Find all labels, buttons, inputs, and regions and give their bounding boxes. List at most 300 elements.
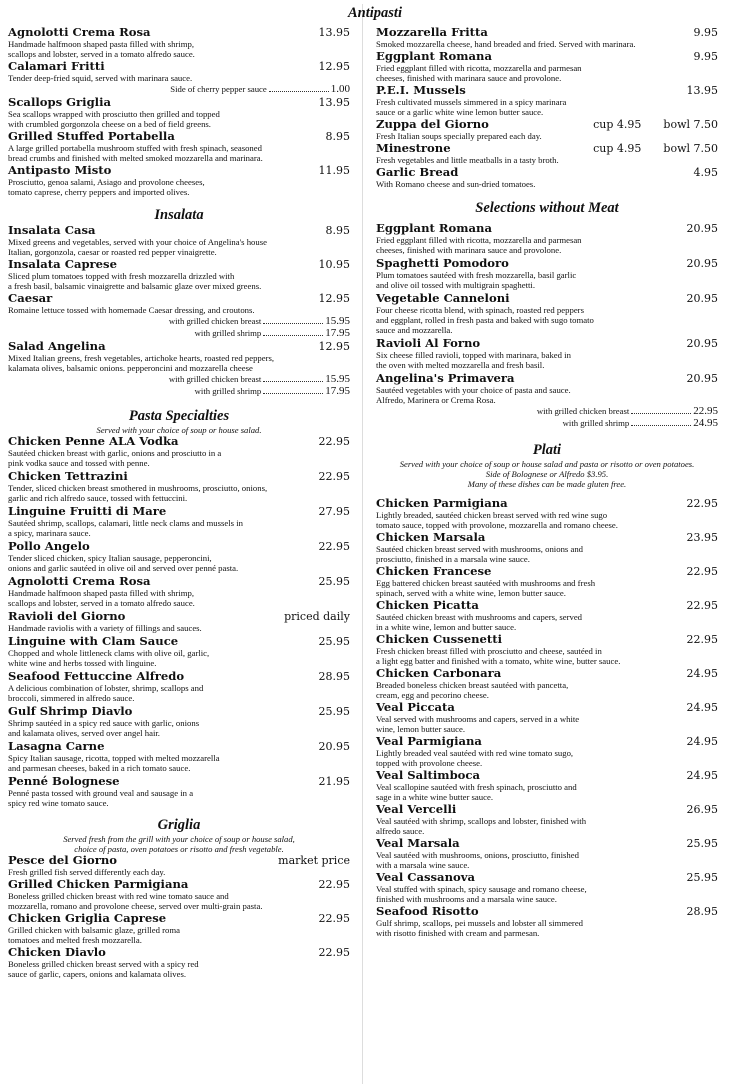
- griglia-list: [8, 854, 350, 979]
- item-description: Tender sliced chicken, spicy Italian sausage, pepperoncini,: [8, 553, 212, 563]
- menu-item: [8, 505, 350, 538]
- menu-item: [376, 50, 718, 83]
- item-description: a light egg batter and finished with a tomato, white wine, butter sauce.: [376, 656, 621, 666]
- item-header: [376, 118, 718, 131]
- item-description: scallops and lobster, served in a tomato alfredo sauce.: [8, 49, 195, 59]
- item-description: broccoli, simmered in alfredo sauce.: [8, 693, 135, 703]
- item-price: 13.95: [318, 96, 350, 109]
- item-name: P.E.I. Mussels: [376, 83, 466, 97]
- menu-item: [376, 667, 718, 700]
- addon-row: [8, 327, 350, 339]
- item-price: 24.95: [686, 769, 718, 782]
- item-name: Chicken Marsala: [376, 530, 486, 544]
- item-price: 13.95: [686, 84, 718, 97]
- item-price: 20.95: [686, 257, 718, 270]
- item-header: [8, 854, 350, 867]
- menu-item: [376, 837, 718, 870]
- item-price: 22.95: [686, 497, 718, 510]
- item-name: Linguine with Clam Sauce: [8, 634, 179, 648]
- section-title-antipasti: Antipasti: [348, 5, 402, 21]
- section-note-line: choice of pasta, oven potatoes or risotto and fresh vegetable.: [74, 844, 284, 854]
- item-header: [8, 670, 350, 683]
- bowl-price: bowl 7.50: [663, 142, 718, 155]
- item-price: 10.95: [318, 258, 350, 271]
- menu-item: [376, 84, 718, 117]
- item-description: Gulf shrimp, scallops, pei mussels and lobster all simmered: [376, 918, 584, 928]
- item-description: spinach, served with a white wine, lemon butter sauce.: [376, 588, 566, 598]
- item-description: Veal sautéed with shrimp, scallops and lobster, finished with: [376, 816, 587, 826]
- item-header: [376, 905, 718, 918]
- item-header: [376, 735, 718, 748]
- menu-item: [376, 633, 718, 666]
- item-price: 25.95: [686, 837, 718, 850]
- item-header: [8, 26, 350, 39]
- item-price: 8.95: [325, 130, 350, 143]
- item-price: 12.95: [318, 60, 350, 73]
- menu-item: [8, 540, 350, 573]
- addon-label: with grilled shrimp: [194, 386, 262, 396]
- item-description: wine, lemon butter sauce.: [376, 724, 466, 734]
- griglia-note: [8, 834, 350, 854]
- addon-row: [8, 315, 350, 327]
- item-name: Zuppa del Giorno: [376, 117, 489, 131]
- menu-item: [376, 871, 718, 904]
- item-header: [376, 142, 718, 155]
- item-price: 24.95: [686, 667, 718, 680]
- item-description: Handmade halfmoon shaped pasta filled with shrimp,: [8, 39, 195, 49]
- menu-item: [8, 258, 350, 291]
- item-header: [376, 565, 718, 578]
- addon-price: 17.95: [325, 385, 350, 397]
- item-price: 4.95: [693, 166, 718, 179]
- item-description: Mixed Italian greens, fresh vegetables, artichoke hearts, roasted red peppers,: [8, 353, 275, 363]
- addon-price: 22.95: [693, 405, 718, 417]
- item-description: finished with mushrooms and a marsala wine sauce.: [376, 894, 557, 904]
- menu-item: [8, 670, 350, 703]
- item-price: 9.95: [693, 26, 718, 39]
- menu-item: [8, 946, 350, 979]
- item-name: Veal Vercelli: [376, 802, 457, 816]
- item-price: 25.95: [318, 575, 350, 588]
- item-description: Grilled chicken with balsamic glaze, grilled roma: [8, 925, 180, 935]
- item-name: Ravioli del Giorno: [8, 609, 126, 623]
- section-title-plati: Plati: [532, 442, 562, 458]
- item-header: [8, 878, 350, 891]
- menu-item: [376, 531, 718, 564]
- item-header: [376, 871, 718, 884]
- item-description: A delicious combination of lobster, shrimp, scallops and: [8, 683, 204, 693]
- menu-item: [8, 635, 350, 668]
- item-header: [376, 769, 718, 782]
- menu-item: [376, 701, 718, 734]
- item-name: Spaghetti Pomodoro: [376, 256, 509, 270]
- item-price: 12.95: [318, 340, 350, 353]
- addon-row: [8, 83, 350, 95]
- item-description: Italian, gorgonzola, caesar or roasted red pepper vinaigrette.: [8, 247, 217, 257]
- item-price: 25.95: [686, 871, 718, 884]
- item-name: Veal Saltimboca: [376, 768, 480, 782]
- item-name: Gulf Shrimp Diavlo: [8, 704, 133, 718]
- item-description: Handmade halfmoon shaped pasta filled with shrimp,: [8, 588, 195, 598]
- item-description: sage in a white wine butter sauce.: [376, 792, 493, 802]
- section-title-pasta: Pasta Specialties: [128, 408, 230, 424]
- addon-label: with grilled shrimp: [562, 418, 630, 428]
- item-header: [8, 505, 350, 518]
- item-name: Chicken Parmigiana: [376, 496, 508, 510]
- item-header: [376, 84, 718, 97]
- item-description: kalamata olives, balsamic onions. pepperoncini and mozzarella cheese: [8, 363, 253, 373]
- item-description: with risotto finished with cream and parmesan.: [376, 928, 540, 938]
- item-description: Sea scallops wrapped with prosciutto then grilled and topped: [8, 109, 220, 119]
- item-name: Penné Bolognese: [8, 774, 120, 788]
- addon-leader: [263, 385, 323, 394]
- section-title-selections: Selections without Meat: [475, 200, 619, 216]
- item-name: Grilled Chicken Parmigiana: [8, 877, 189, 891]
- addon-label: with grilled chicken breast: [168, 316, 262, 326]
- item-name: Ravioli Al Forno: [376, 336, 481, 350]
- item-description: Egg battered chicken breast sautéed with mushrooms and fresh: [376, 578, 596, 588]
- menu-item: [8, 470, 350, 503]
- item-name: Lasagna Carne: [8, 739, 105, 753]
- item-description: bread crumbs and finished with melted smoked mozzarella and marinara.: [8, 153, 263, 163]
- item-name: Grilled Stuffed Portabella: [8, 129, 175, 143]
- item-description: Boneless grilled chicken breast with red wine tomato sauce and: [8, 891, 229, 901]
- item-price-group: [593, 118, 718, 131]
- item-price: 25.95: [318, 705, 350, 718]
- cup-price: cup 4.95: [593, 118, 642, 131]
- item-description: Boneless grilled chicken breast served with a spicy red: [8, 959, 199, 969]
- item-name: Chicken Francese: [376, 564, 492, 578]
- item-description: topped with provolone cheese.: [376, 758, 483, 768]
- item-description: Spicy Italian sausage, ricotta, topped with melted mozzarella: [8, 753, 220, 763]
- item-name: Garlic Bread: [376, 165, 459, 179]
- item-header: [376, 26, 718, 39]
- item-name: Pesce del Giorno: [8, 853, 118, 867]
- item-name: Veal Marsala: [376, 836, 460, 850]
- item-description: white wine and herbs tossed with linguine.: [8, 658, 157, 668]
- addon-leader: [269, 83, 329, 92]
- menu-item: [8, 878, 350, 911]
- item-description: and eggplant, rolled in fresh pasta and baked with sugo tomato: [376, 315, 594, 325]
- item-name: Chicken Diavlo: [8, 945, 106, 959]
- item-description: in a white wine, lemon and butter sauce.: [376, 622, 517, 632]
- item-name: Caesar: [8, 291, 53, 305]
- item-description: sauce of garlic, capers, onions and kalamata olives.: [8, 969, 187, 979]
- plati-list: [376, 497, 718, 938]
- item-name: Angelina's Primavera: [376, 371, 515, 385]
- addon-price: 24.95: [693, 417, 718, 429]
- item-description: sauce and mozzarella.: [376, 325, 453, 335]
- item-description: Sautéed shrimp, scallops, calamari, little neck clams and mussels in: [8, 518, 243, 528]
- addon-label: with grilled shrimp: [194, 328, 262, 338]
- item-description: Fresh grilled fish served differently each day.: [8, 867, 166, 877]
- item-name: Chicken Carbonara: [376, 666, 502, 680]
- item-header: [376, 837, 718, 850]
- item-name: Eggplant Romana: [376, 49, 492, 63]
- item-name: Seafood Fettuccine Alfredo: [8, 669, 185, 683]
- menu-item: [376, 292, 718, 335]
- antipasti-right-list: [376, 26, 718, 189]
- item-price: 22.95: [686, 599, 718, 612]
- item-description: mozzarella, romano and provolone cheese, served over multi-grain pasta.: [8, 901, 263, 911]
- addon-leader: [263, 327, 323, 336]
- insalata-list: [8, 224, 350, 397]
- item-header: [8, 635, 350, 648]
- item-header: [8, 575, 350, 588]
- item-header: [8, 96, 350, 109]
- menu-item: [8, 340, 350, 397]
- item-name: Veal Parmigiana: [376, 734, 482, 748]
- item-name: Linguine Fruitti di Mare: [8, 504, 167, 518]
- menu-item: [8, 60, 350, 95]
- item-description: cream, egg and pecorino cheese.: [376, 690, 489, 700]
- item-description: garlic and rich alfredo sauce, tossed with fettuccini.: [8, 493, 188, 503]
- item-header: [376, 633, 718, 646]
- addon-row: [8, 385, 350, 397]
- item-description: tomato sauce, topped with provolone, mozzarella and romano cheese.: [376, 520, 618, 530]
- item-description: A large grilled portabella mushroom stuffed with fresh spinach, seasoned: [8, 143, 262, 153]
- addon-leader: [263, 373, 323, 382]
- item-name: Minestrone: [376, 141, 451, 155]
- addon-leader: [263, 315, 323, 324]
- section-note-line: Served with your choice of soup or house salad and pasta or risotto or oven potatoes.: [399, 459, 695, 469]
- section-title-insalata: Insalata: [154, 207, 204, 223]
- right-column: [376, 0, 718, 938]
- item-price: 9.95: [693, 50, 718, 63]
- item-price: 20.95: [686, 222, 718, 235]
- menu-item: [376, 118, 718, 141]
- menu-item: [8, 610, 350, 633]
- item-description: with crumbled gorgonzola cheese on a bed of field greens.: [8, 119, 211, 129]
- menu-item: [376, 372, 718, 429]
- menu-item: [8, 775, 350, 808]
- menu-item: [8, 854, 350, 877]
- addon-price: 1.00: [330, 83, 350, 95]
- item-header: [8, 946, 350, 959]
- item-price: 21.95: [318, 775, 350, 788]
- item-name: Agnolotti Crema Rosa: [8, 574, 151, 588]
- item-header: [376, 292, 718, 305]
- item-price: 22.95: [318, 470, 350, 483]
- item-description: Sliced plum tomatoes topped with fresh mozzarella drizzled with: [8, 271, 235, 281]
- item-header: [376, 337, 718, 350]
- menu-item: [376, 905, 718, 938]
- item-name: Chicken Griglia Caprese: [8, 911, 167, 925]
- addon-price: 15.95: [325, 373, 350, 385]
- item-price: 26.95: [686, 803, 718, 816]
- item-price: 22.95: [318, 912, 350, 925]
- item-description: onions and garlic sautéed in olive oil and served over penné pasta.: [8, 563, 239, 573]
- item-header: [8, 740, 350, 753]
- item-description: Fried eggplant filled with ricotta, mozzarella and parmesan: [376, 235, 582, 245]
- item-description: Veal served with mushrooms and capers, served in a white: [376, 714, 580, 724]
- item-description: tomato caprese, cherry peppers and imported olives.: [8, 187, 190, 197]
- item-description: Sautéed chicken breast with mushrooms and capers, served: [376, 612, 583, 622]
- menu-item: [376, 257, 718, 290]
- item-description: a spicy, marinara sauce.: [8, 528, 91, 538]
- item-name: Seafood Risotto: [376, 904, 479, 918]
- menu-item: [8, 26, 350, 59]
- pasta-list: [8, 435, 350, 808]
- item-description: alfredo sauce.: [376, 826, 425, 836]
- item-description: Sautéed vegetables with your choice of pasta and sauce.: [376, 385, 571, 395]
- item-description: Plum tomatoes sautéed with fresh mozzarella, basil garlic: [376, 270, 577, 280]
- item-price: 22.95: [318, 540, 350, 553]
- item-header: [8, 540, 350, 553]
- item-description: with a marsala wine sauce.: [376, 860, 470, 870]
- item-price: 20.95: [686, 337, 718, 350]
- menu-item: [376, 26, 718, 49]
- menu-item: [376, 142, 718, 165]
- item-description: Breaded boneless chicken breast sautéed with pancetta,: [376, 680, 569, 690]
- menu-item: [376, 222, 718, 255]
- menu-item: [8, 705, 350, 738]
- item-description: Veal stuffed with spinach, spicy sausage and romano cheese,: [376, 884, 587, 894]
- item-description: Penné pasta tossed with ground veal and sausage in a: [8, 788, 194, 798]
- item-header: [8, 470, 350, 483]
- menu-item: [8, 164, 350, 197]
- menu-item: [8, 224, 350, 257]
- item-description: a fresh basil, balsamic vinaigrette and balsamic glaze over mixed greens.: [8, 281, 262, 291]
- menu-item: [8, 435, 350, 468]
- item-name: Calamari Fritti: [8, 59, 105, 73]
- menu-item: [8, 130, 350, 163]
- item-description: Mixed greens and vegetables, served with your choice of Angelina's house: [8, 237, 267, 247]
- item-description: cheeses, finished with marinara sauce and provolone.: [376, 245, 562, 255]
- menu-item: [376, 599, 718, 632]
- item-description: Tender, sliced chicken breast smothered in mushrooms, prosciutto, onions,: [8, 483, 268, 493]
- menu-item: [376, 497, 718, 530]
- item-price-group: [593, 142, 718, 155]
- item-header: [8, 60, 350, 73]
- item-header: [8, 435, 350, 448]
- item-description: Fresh cultivated mussels simmered in a spicy marinara: [376, 97, 567, 107]
- item-description: Fresh Italian soups specially prepared each day.: [376, 131, 542, 141]
- item-header: [8, 912, 350, 925]
- item-description: Four cheese ricotta blend, with spinach, roasted red peppers: [376, 305, 584, 315]
- menu-item: [376, 769, 718, 802]
- item-description: Romaine lettuce tossed with homemade Caesar dressing, and croutons.: [8, 305, 255, 315]
- addon-leader: [631, 417, 691, 426]
- item-description: Lightly breaded veal sautéed with red wine tomato sugo,: [376, 748, 574, 758]
- selections-list: [376, 222, 718, 429]
- item-header: [376, 257, 718, 270]
- menu-item: [8, 740, 350, 773]
- item-name: Chicken Cussenetti: [376, 632, 503, 646]
- item-description: Smoked mozzarella cheese, hand breaded and fried. Served with marinara.: [376, 39, 636, 49]
- item-description: Tender deep-fried squid, served with marinara sauce.: [8, 73, 193, 83]
- section-title-griglia: Griglia: [157, 817, 201, 833]
- item-description: Fried eggplant filled with ricotta, mozzarella and parmesan: [376, 63, 582, 73]
- item-description: Veal sautéed with mushrooms, onions, prosciutto, finished: [376, 850, 579, 860]
- item-header: [376, 372, 718, 385]
- item-price: 22.95: [318, 435, 350, 448]
- item-header: [8, 340, 350, 353]
- item-price: 12.95: [318, 292, 350, 305]
- menu-item: [376, 337, 718, 370]
- menu-item: [376, 735, 718, 768]
- item-price: 20.95: [318, 740, 350, 753]
- item-price: 24.95: [686, 701, 718, 714]
- item-header: [376, 166, 718, 179]
- item-description: Fresh vegetables and little meatballs in a tasty broth.: [376, 155, 559, 165]
- item-description: and kalamata olives, served over angel hair.: [8, 728, 160, 738]
- item-description: With Romano cheese and sun-dried tomatoes.: [376, 179, 536, 189]
- item-description: Six cheese filled ravioli, topped with marinara, baked in: [376, 350, 571, 360]
- item-price: 28.95: [686, 905, 718, 918]
- item-description: cheeses, finished with marinara sauce and provolone.: [376, 73, 562, 83]
- item-description: Handmade raviolis with a variety of fillings and sauces.: [8, 623, 202, 633]
- item-description: Veal scallopine sautéed with fresh spinach, prosciutto and: [376, 782, 577, 792]
- item-description: scallops and lobster, served in a tomato alfredo sauce.: [8, 598, 195, 608]
- menu-item: [376, 166, 718, 189]
- addon-label: with grilled chicken breast: [168, 374, 262, 384]
- item-price: 22.95: [318, 878, 350, 891]
- cup-price: cup 4.95: [593, 142, 642, 155]
- item-description: and parmesan cheeses, baked in a rich tomato sauce.: [8, 763, 191, 773]
- item-header: [8, 610, 350, 623]
- item-price: 24.95: [686, 735, 718, 748]
- item-name: Chicken Picatta: [376, 598, 479, 612]
- addon-row: [376, 417, 718, 429]
- item-name: Veal Piccata: [376, 700, 455, 714]
- item-description: spicy red wine tomato sauce.: [8, 798, 109, 808]
- item-name: Pollo Angelo: [8, 539, 90, 553]
- item-name: Mozzarella Fritta: [376, 25, 488, 39]
- item-header: [376, 50, 718, 63]
- item-description: pink vodka sauce and tossed with penne.: [8, 458, 150, 468]
- menu-item: [8, 96, 350, 129]
- item-name: Salad Angelina: [8, 339, 106, 353]
- item-header: [8, 224, 350, 237]
- item-description: Sautéed chicken breast with garlic, onions and prosciutto in a: [8, 448, 222, 458]
- item-price: 27.95: [318, 505, 350, 518]
- item-name: Insalata Caprese: [8, 257, 117, 271]
- addon-price: 17.95: [325, 327, 350, 339]
- item-description: Chopped and whole littleneck clams with olive oil, garlic,: [8, 648, 210, 658]
- item-description: Fresh chicken breast filled with prosciutto and cheese, sautéed in: [376, 646, 602, 656]
- antipasti-left-list: [8, 26, 350, 197]
- item-price: market price: [278, 854, 350, 867]
- section-note-line: Served fresh from the grill with your choice of soup or house salad,: [63, 834, 295, 844]
- item-description: Prosciutto, genoa salami, Asiago and provolone cheeses,: [8, 177, 205, 187]
- item-price: 22.95: [686, 565, 718, 578]
- item-price: 23.95: [686, 531, 718, 544]
- item-price: 25.95: [318, 635, 350, 648]
- item-header: [8, 130, 350, 143]
- item-header: [8, 775, 350, 788]
- bowl-price: bowl 7.50: [663, 118, 718, 131]
- item-name: Scallops Griglia: [8, 95, 111, 109]
- item-header: [8, 705, 350, 718]
- item-header: [8, 258, 350, 271]
- item-name: Eggplant Romana: [376, 221, 492, 235]
- item-price: 11.95: [318, 164, 350, 177]
- addon-row: [8, 373, 350, 385]
- item-description: Shrimp sautéed in a spicy red sauce with garlic, onions: [8, 718, 200, 728]
- item-header: [8, 292, 350, 305]
- section-note-line: Side of Bolognese or Alfredo $3.95.: [485, 469, 609, 479]
- item-price: 20.95: [686, 292, 718, 305]
- item-description: tomatoes and melted fresh mozzarella.: [8, 935, 142, 945]
- item-header: [376, 599, 718, 612]
- item-description: Alfredo, Marinera or Crema Rosa.: [376, 395, 496, 405]
- item-header: [376, 667, 718, 680]
- column-divider: [362, 4, 363, 1084]
- item-name: Insalata Casa: [8, 223, 96, 237]
- item-name: Antipasto Misto: [8, 163, 112, 177]
- item-header: [376, 222, 718, 235]
